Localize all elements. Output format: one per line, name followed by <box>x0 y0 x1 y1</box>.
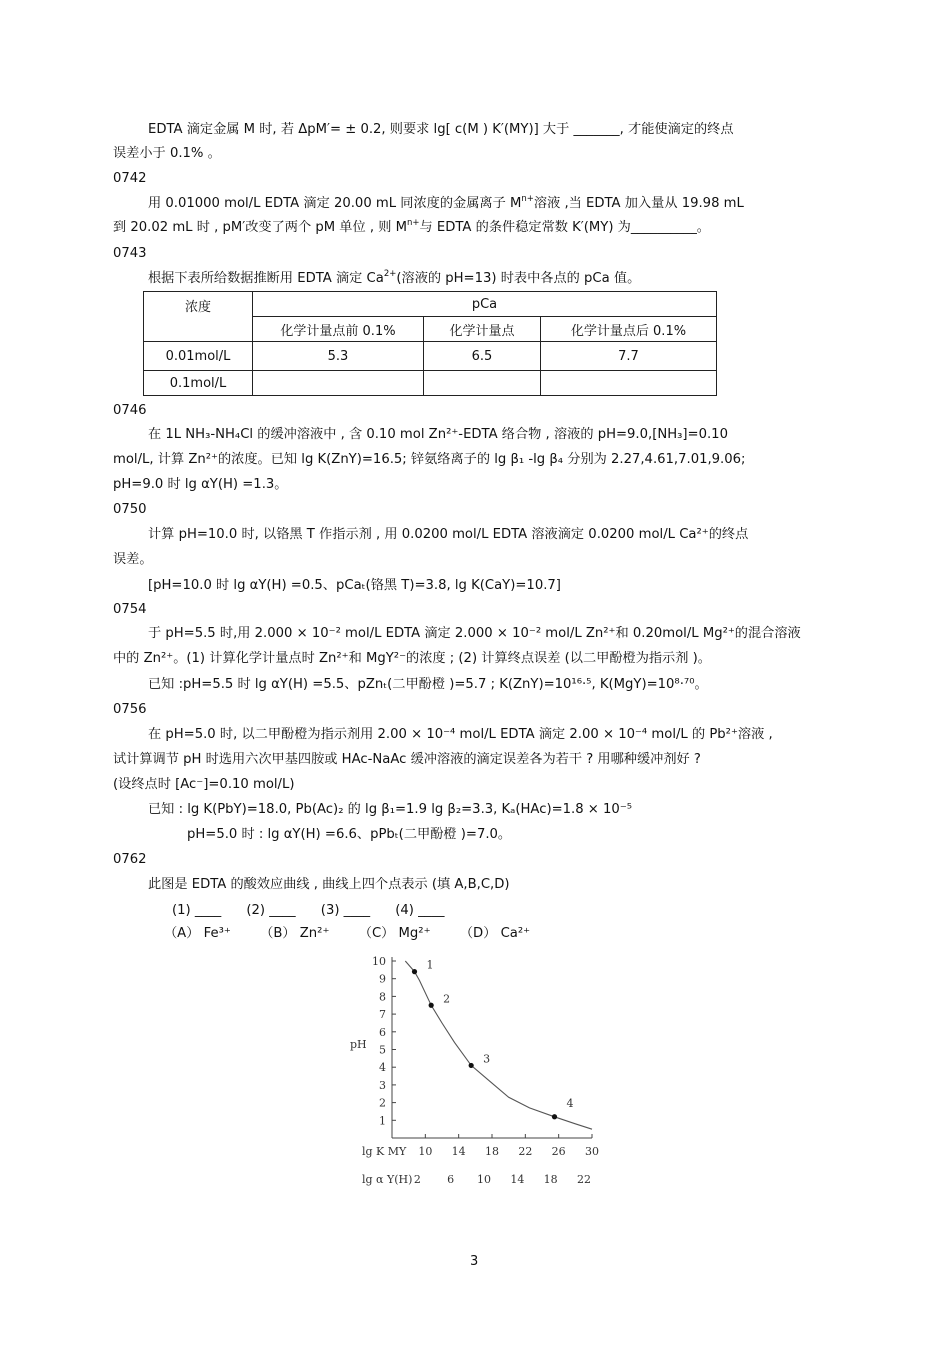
question-number: 0743 <box>113 246 147 261</box>
x-tick-label: 18 <box>485 1145 499 1158</box>
q0750-line2: 误差。 <box>113 552 153 567</box>
q0750-line3: [pH=10.0 时 lg αY(H) =0.5、pCaₜ(铬黑 T)=3.8, lg K(CaY)=10.7] <box>148 578 561 593</box>
curve-point <box>429 1003 434 1008</box>
q0756-line5: pH=5.0 时 : lg αY(H) =6.6、pPbₜ(二甲酚橙 )=7.0。 <box>187 827 512 842</box>
y-tick-label: 4 <box>379 1061 386 1075</box>
curve-point-label: 2 <box>443 992 451 1006</box>
table-cell: 6.5 <box>424 342 541 371</box>
q0754-line2: 中的 Zn²⁺。(1) 计算化学计量点时 Zn²⁺和 MgY²⁻的浓度 ; (2) 计算终点误差 (以二甲酚橙为指示剂 )。 <box>113 651 711 666</box>
table-head-concentration: 浓度 <box>144 292 253 342</box>
q0746-line1: 在 1L NH₃-NH₄Cl 的缓冲溶液中 , 含 0.10 mol Zn²⁺-EDTA 络合物 , 溶液的 pH=9.0,[NH₃]=0.10 <box>148 427 728 442</box>
y-tick-label: 3 <box>379 1078 386 1092</box>
curve-point-label: 4 <box>566 1096 574 1110</box>
x2-tick-label: 10 <box>477 1173 491 1186</box>
question-number: 0750 <box>113 502 147 517</box>
y-tick-label: 7 <box>379 1008 386 1022</box>
y-tick-label: 1 <box>379 1114 386 1128</box>
acid-effect-chart <box>340 950 615 1205</box>
q0756-line2: 试计算调节 pH 时选用六次甲基四胺或 HAc-NaAc 缓冲溶液的滴定误差各为若干 ? 用哪种缓冲剂好 ? <box>113 752 701 767</box>
x2-tick-label: 18 <box>543 1173 558 1186</box>
x2-tick-label: 2 <box>413 1173 421 1186</box>
q0754-line3: 已知 :pH=5.5 时 lg αY(H) =5.5、pZnₜ(二甲酚橙 )=5.7 ; K(ZnY)=10¹⁶·⁵, K(MgY)=10⁸·⁷⁰。 <box>148 677 708 692</box>
q0756-line1: 在 pH=5.0 时, 以二甲酚橙为指示剂用 2.00 × 10⁻⁴ mol/L EDTA 滴定 2.00 × 10⁻⁴ mol/L 的 Pb²⁺溶液 , <box>148 727 773 742</box>
question-number: 0756 <box>113 702 147 717</box>
table-row <box>144 371 717 396</box>
table-head-before: 化学计量点前 0.1% <box>253 317 424 342</box>
curve-point <box>469 1063 474 1068</box>
y-tick-label: 8 <box>379 990 386 1004</box>
table-cell: 7.7 <box>541 342 717 371</box>
q0762-choices: （A） Fe³⁺ （B） Zn²⁺ （C） Mg²⁺ （D） Ca²⁺ <box>164 926 531 941</box>
acid-effect-curve <box>405 958 592 1129</box>
table-head-pca: pCa <box>253 292 717 317</box>
q0742-line2: 到 20.02 mL 时 , pM′改变了两个 pM 单位 , 则 $M^{n+}$与 EDTA 的条件稳定常数 K′(MY) 为__________。 <box>113 218 710 235</box>
curve-point <box>412 969 417 974</box>
q0746-line3: pH=9.0 时 lg αY(H) =1.3。 <box>113 477 288 492</box>
table-cell: 5.3 <box>253 342 424 371</box>
table-head-at: 化学计量点 <box>424 317 541 342</box>
curve-point-label: 3 <box>483 1052 491 1066</box>
q0762-blanks: (1) ____ (2) ____ (3) ____ (4) ____ <box>172 903 445 918</box>
q0746-line2: mol/L, 计算 Zn²⁺的浓度。已知 lg K(ZnY)=16.5; 锌氨络离子的 lg β₁ -lg β₄ 分别为 2.27,4.61,7.01,9.06; <box>113 452 746 467</box>
q0742-line1: 用 0.01000 mol/L EDTA 滴定 20.00 mL 同浓度的金属离子 $M^{n+}$溶液 ,当 EDTA 加入量从 19.98 mL <box>148 194 744 211</box>
pca-table <box>143 291 717 396</box>
x2-tick-label: 6 <box>447 1173 455 1186</box>
y-tick-label: 10 <box>372 955 386 968</box>
x-axis-label: lg K MY <box>362 1145 407 1158</box>
curve-point-label: 1 <box>426 958 434 972</box>
q0750-line1: 计算 pH=10.0 时, 以铬黑 T 作指示剂 , 用 0.0200 mol/L EDTA 溶液滴定 0.0200 mol/L Ca²⁺的终点 <box>148 527 749 542</box>
table-cell: 0.01mol/L <box>144 342 253 371</box>
y-tick-label: 5 <box>379 1043 386 1057</box>
q0756-line4: 已知 : lg K(PbY)=18.0, Pb(Ac)₂ 的 lg β₁=1.9 lg β₂=3.3, Kₐ(HAc)=1.8 × 10⁻⁵ <box>148 802 633 817</box>
q0754-line1: 于 pH=5.5 时,用 2.000 × 10⁻² mol/L EDTA 滴定 2.000 × 10⁻² mol/L Zn²⁺和 0.20mol/L Mg²⁺的混合溶液 <box>148 626 801 641</box>
x-tick-label: 26 <box>551 1145 566 1158</box>
y-tick-label: 2 <box>379 1096 386 1110</box>
table-cell <box>424 371 541 396</box>
table-cell <box>541 371 717 396</box>
table-cell: 0.1mol/L <box>144 371 253 396</box>
x-tick-label: 10 <box>418 1145 433 1158</box>
q0762-line1: 此图是 EDTA 的酸效应曲线 , 曲线上四个点表示 (填 A,B,C,D) <box>148 877 510 892</box>
x2-tick-label: 22 <box>577 1173 591 1186</box>
x2-tick-label: 14 <box>510 1173 525 1186</box>
page-number: 3 <box>470 1254 479 1269</box>
question-number: 0762 <box>113 852 147 867</box>
curve-point <box>552 1114 557 1119</box>
table-cell <box>253 371 424 396</box>
y-axis-label: pH <box>350 1038 367 1052</box>
q0756-line3: (设终点时 [Ac⁻]=0.10 mol/L) <box>113 777 295 792</box>
x-tick-label: 14 <box>451 1145 466 1158</box>
question-number: 0754 <box>113 602 147 617</box>
y-tick-label: 9 <box>379 972 386 986</box>
x2-axis-label: lg α Y(H) <box>362 1173 413 1186</box>
x-tick-label: 22 <box>518 1145 533 1158</box>
q0741-line1: EDTA 滴定金属 M 时, 若 ΔpM′= ± 0.2, 则要求 lg[ c(M ) K′(MY)] 大于 _______, 才能使滴定的终点 <box>148 122 734 137</box>
table-row <box>144 342 717 371</box>
table-head-after: 化学计量点后 0.1% <box>541 317 717 342</box>
question-number: 0742 <box>113 171 147 186</box>
x-tick-label: 30 <box>585 1145 599 1158</box>
q0743-intro: 根据下表所给数据推断用 EDTA 滴定 $Ca^{2+}$(溶液的 pH=13) 时表中各点的 pCa 值。 <box>148 269 641 286</box>
question-number: 0746 <box>113 403 147 418</box>
q0741-line2: 误差小于 0.1% 。 <box>113 146 221 161</box>
y-tick-label: 6 <box>379 1025 386 1039</box>
